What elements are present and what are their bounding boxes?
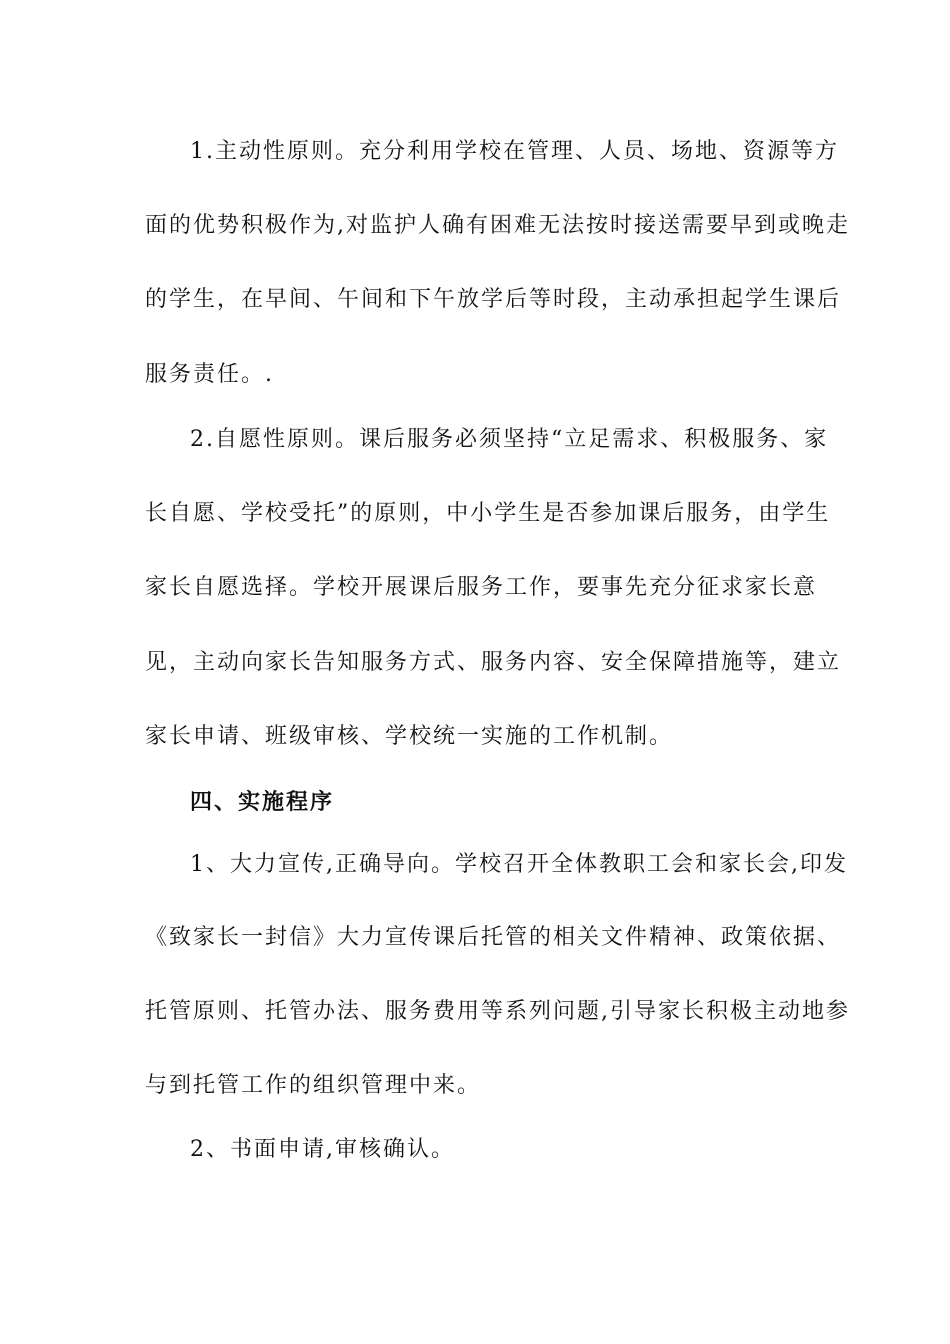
paragraph-line: 2.自愿性原则。课后服务必须坚持“立足需求、积极服务、家 — [190, 427, 829, 452]
paragraph-line: 1、大力宣传,正确导向。学校召开全体教职工会和家长会,印发 — [190, 852, 848, 877]
paragraph-line: 家长自愿选择。学校开展课后服务工作，要事先充分征求家长意 — [145, 575, 818, 600]
paragraph-line: 服务责任。. — [145, 362, 274, 387]
paragraph-line: 与到托管工作的组织管理中来。 — [145, 1073, 482, 1098]
paragraph-line: 见，主动向家长告知服务方式、服务内容、安全保障措施等，建立 — [145, 650, 842, 675]
paragraph-line: 的学生，在早间、午间和下午放学后等时段，主动承担起学生课后 — [145, 287, 842, 312]
paragraph-line: 1.主动性原则。充分利用学校在管理、人员、场地、资源等方 — [190, 139, 839, 164]
paragraph-line: 家长申请、班级审核、学校统一实施的工作机制。 — [145, 724, 674, 749]
paragraph-line: 长自愿、学校受托”的原则，中小学生是否参加课后服务，由学生 — [145, 501, 831, 526]
paragraph-line: 2、书面申请,审核确认。 — [190, 1137, 455, 1162]
paragraph-line: 面的优势积极作为,对监护人确有困难无法按时接送需要早到或晚走 — [145, 213, 850, 238]
paragraph-line: 《致家长一封信》大力宣传课后托管的相关文件精神、政策依据、 — [145, 925, 842, 950]
section-heading: 四、实施程序 — [190, 789, 335, 815]
paragraph-line: 托管原则、托管办法、服务费用等系列问题,引导家长积极主动地参 — [145, 999, 850, 1024]
